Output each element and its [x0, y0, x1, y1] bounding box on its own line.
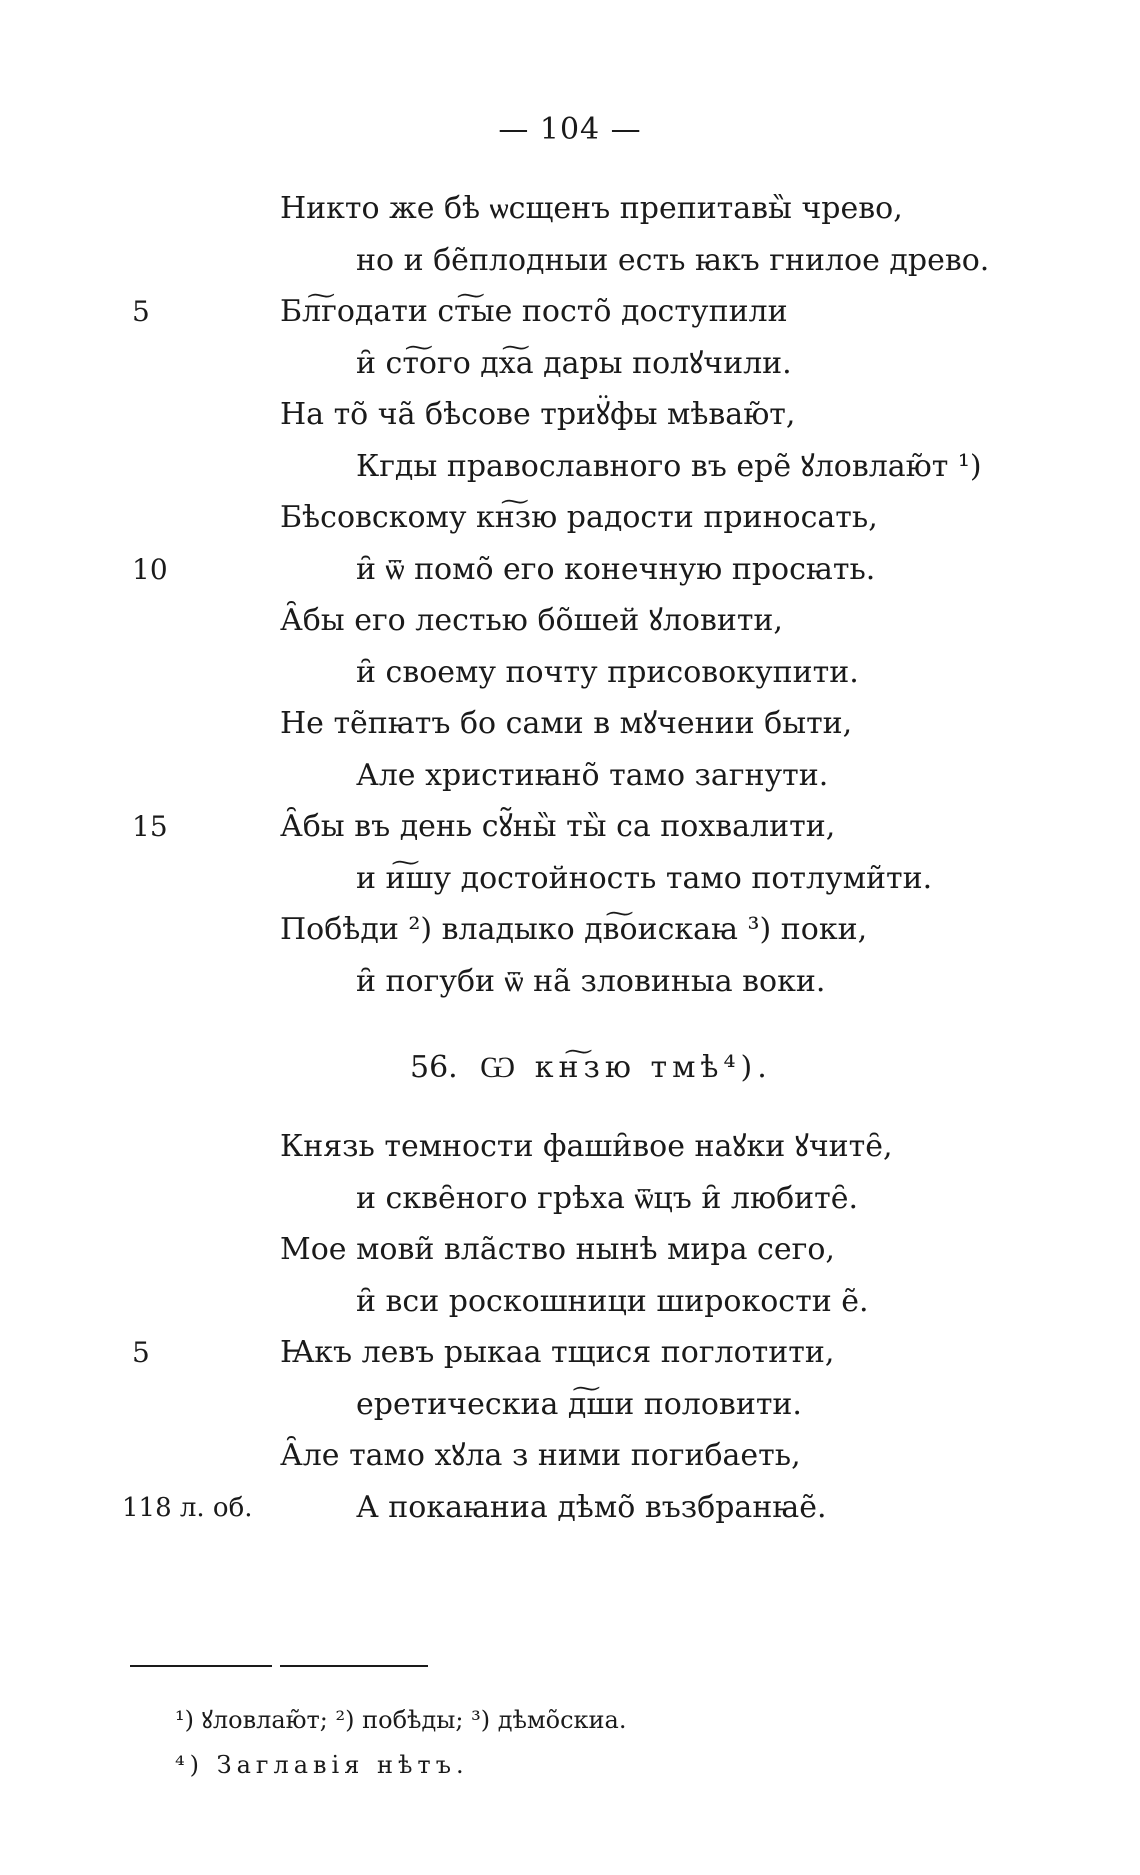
verse-line [0, 904, 1140, 956]
verse-line [0, 492, 1140, 544]
verse-line [0, 235, 1140, 287]
verse-line [0, 595, 1140, 647]
verse-text: и̑ своему почту присовокупити. [356, 654, 859, 690]
line-number: 118 л. об. [122, 1492, 253, 1523]
line-number: 15 [132, 810, 168, 843]
footnote-1-3: ¹) ꙋловлаю̃т; ²) побѣды; ³) дѣмо̃скиа. [175, 1706, 627, 1734]
verse-line [0, 1121, 1140, 1173]
verse-text: На то̃ ча̃ бѣсове триꙋ̈фы мѣваю̃т, [280, 397, 796, 432]
verse-text: и и͠шу достойность тамо потлуми̃ти. [356, 860, 933, 896]
verse-text: еретическиа д͠ши половити. [356, 1386, 802, 1422]
verse-line [0, 801, 1140, 853]
verse-text: Кгды православного въ ере̃ ꙋловлаю̃т ¹) [356, 448, 982, 484]
footnote-4: ⁴) Заглавія нѣтъ. [175, 1751, 469, 1779]
verse-text: но и бе̃плодныи есть ꙗкъ гнилое древо. [356, 242, 990, 278]
verse-line [0, 389, 1140, 441]
verse-text: Князь темности фаши̑вое наꙋки ꙋчите̑, [280, 1129, 893, 1164]
verse-text: и̑ ѿ помо̃ его конечную просꙗть. [356, 551, 876, 587]
verse-text: А̑бы въ день сꙋ̃ны̏ ты̏ са похвалити, [280, 809, 836, 844]
verse-line [0, 441, 1140, 493]
line-number: 10 [132, 552, 168, 586]
footnote-rule [130, 1665, 272, 1667]
verse-line [0, 1430, 1140, 1482]
verse-text: А̑ле тамо хꙋла з ними погибаеть, [280, 1438, 801, 1473]
verse-text: А̑бы его лестью бо̃шей ꙋловити, [280, 603, 783, 638]
verse-line [0, 338, 1140, 390]
verse-line [0, 956, 1140, 1008]
verse-text: Але христиꙗно̃ тамо загнути. [356, 757, 829, 793]
verse-line [0, 750, 1140, 802]
verse-text: Побѣди ²) владыко дв͠оискаꙗ ³) поки, [280, 912, 868, 947]
verse-line [0, 853, 1140, 905]
verse-text: Бѣсовскому кн͠зю радости приносать, [280, 500, 878, 535]
verse-text: и̑ погуби ѿ на̃ зловиныа воки. [356, 963, 826, 999]
verse-line [0, 183, 1140, 235]
verse-text: Никто же бѣ ѡсщенъ препитавы̏ чрево, [280, 191, 903, 226]
verse-text: Мое мови̃ вла̃ство нынѣ мира сего, [280, 1232, 835, 1267]
verse-line [0, 286, 1140, 338]
verse-text: Бл͠годати ст͠ые посто̃ доступили [280, 294, 788, 329]
section-title: Ѡ кн͠зю тмѣ [480, 1050, 724, 1085]
verse-line [0, 698, 1140, 750]
verse-text: и̑ ст͠ого дх͠а дары полꙋчили. [356, 345, 792, 381]
line-number: 5 [132, 1336, 150, 1369]
section-note-ref: ⁴). [723, 1050, 772, 1085]
line-number: 5 [132, 295, 150, 328]
verse-line [0, 1482, 1140, 1534]
verse-text: А покаꙗниа дѣмо̃ възбранꙗе̃. [356, 1489, 827, 1525]
verse-text: и скве̑ного грѣха ѿцъ и̑ любите̑. [356, 1180, 859, 1216]
verse-text: Ꙗкъ левъ рыкаа тщися поглотити, [280, 1335, 835, 1370]
page-number: — 104 — [498, 112, 642, 147]
verse-line [0, 1327, 1140, 1379]
verse-line [0, 647, 1140, 699]
section-number: 56. [410, 1050, 458, 1085]
verse-line [0, 1276, 1140, 1328]
verse-line [0, 1379, 1140, 1431]
footnote-rule [280, 1665, 428, 1667]
verse-text: и̑ вси роскошници широкости е̃. [356, 1283, 869, 1319]
verse-line [0, 1173, 1140, 1225]
verse-line [0, 1224, 1140, 1276]
verse-line [0, 544, 1140, 596]
verse-text: Не те̃пꙗтъ бо сами в мꙋчении быти, [280, 706, 853, 741]
